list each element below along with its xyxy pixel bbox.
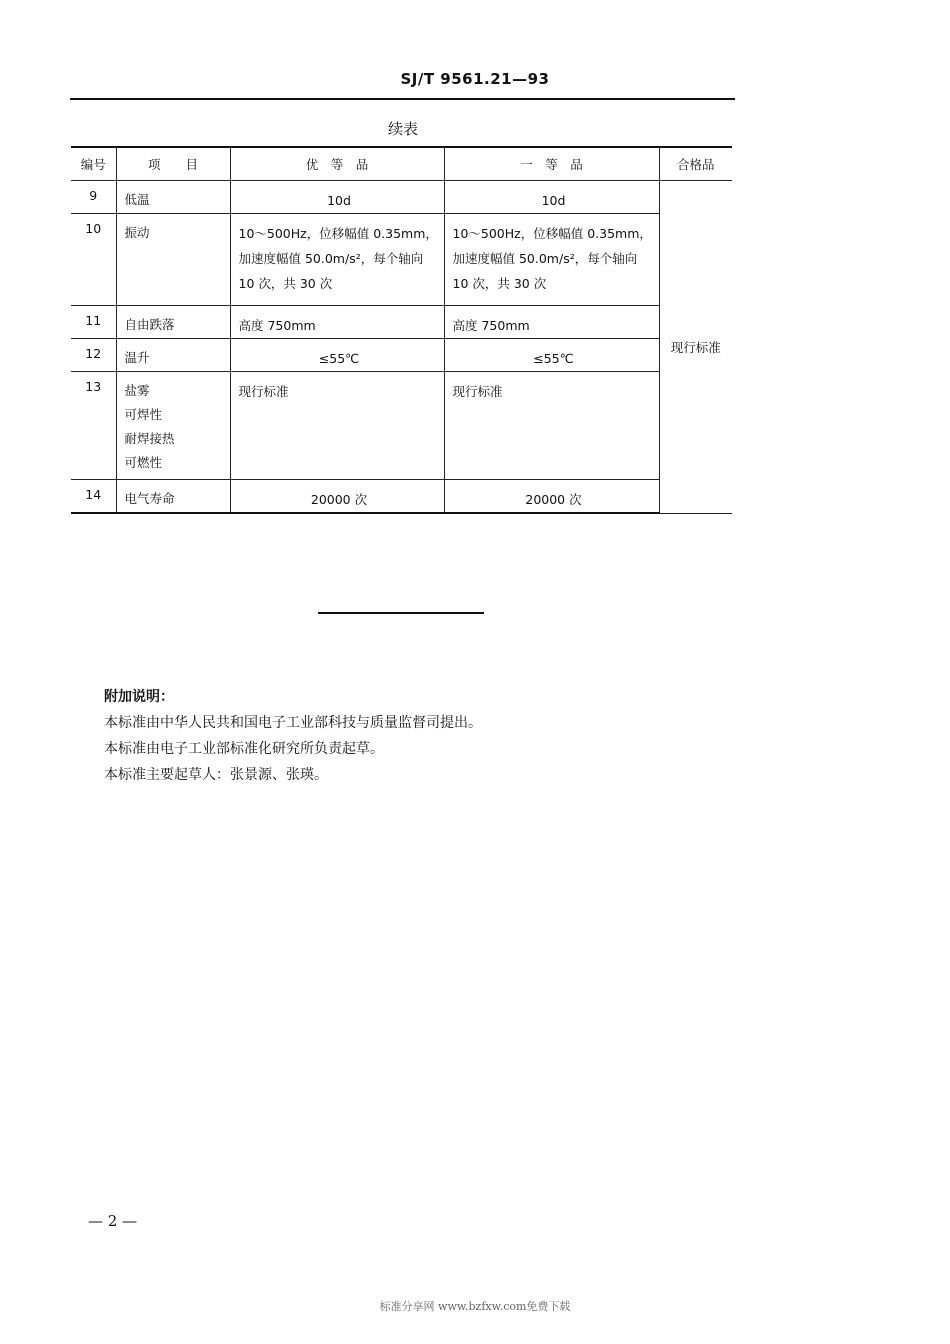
value-line: 高度 750mm — [452, 318, 530, 333]
column-header-qualified: 合格品 — [659, 147, 732, 181]
row-number: 9 — [71, 181, 116, 214]
value-line: ≤55℃ — [533, 351, 574, 366]
spec-table — [71, 146, 732, 514]
row-number: 10 — [71, 214, 116, 306]
additional-notes — [104, 684, 744, 788]
table-row — [71, 372, 732, 480]
note-line: 本标准主要起草人：张景源、张瑛。 — [104, 767, 328, 783]
row-number: 14 — [71, 480, 116, 514]
note-line: 本标准由电子工业部标准化研究所负责起草。 — [104, 741, 384, 757]
page-number: — 2 — — [88, 1212, 138, 1230]
table-row — [71, 214, 732, 306]
row-number: 11 — [71, 306, 116, 339]
item-line: 可燃性 — [124, 455, 163, 470]
premium-value — [230, 480, 444, 514]
first-class-value — [444, 372, 659, 480]
row-item — [116, 214, 230, 306]
item-line: 电气寿命 — [124, 491, 175, 506]
row-item — [116, 372, 230, 480]
item-line: 温升 — [124, 350, 150, 365]
value-line: 10d — [327, 193, 351, 208]
table-row — [71, 306, 732, 339]
row-number: 13 — [71, 372, 116, 480]
premium-value — [230, 181, 444, 214]
premium-value — [230, 339, 444, 372]
value-line: 10d — [541, 193, 566, 208]
item-line: 振动 — [124, 225, 150, 240]
value-line: 现行标准 — [452, 384, 503, 399]
value-line: 现行标准 — [238, 384, 289, 399]
footer-watermark: 标准分享网 www.bzfxw.com免费下载 — [379, 1300, 571, 1313]
notes-title: 附加说明： — [104, 689, 174, 705]
row-item — [116, 480, 230, 514]
table-row — [71, 480, 732, 514]
column-header-first-class: 一 等 品 — [444, 147, 659, 181]
value-line: 20000 次 — [310, 492, 368, 507]
column-header-premium: 优 等 品 — [230, 147, 444, 181]
premium-value — [230, 214, 444, 306]
value-line: 10 次，共 30 次 — [238, 276, 333, 291]
row-item — [116, 339, 230, 372]
row-number: 12 — [71, 339, 116, 372]
first-class-value — [444, 339, 659, 372]
first-class-value — [444, 181, 659, 214]
premium-value — [230, 372, 444, 480]
standard-code-header: SJ/T 9561.21—93 — [400, 70, 550, 88]
first-class-value — [444, 480, 659, 514]
premium-value — [230, 306, 444, 339]
table-caption: 续表 — [387, 120, 418, 138]
value-line: 20000 次 — [525, 492, 582, 507]
note-line: 本标准由中华人民共和国电子工业部科技与质量监督司提出。 — [104, 715, 482, 731]
value-line: 10～500Hz，位移幅值 0.35mm， — [238, 226, 438, 241]
item-line: 盐雾 — [124, 383, 150, 398]
table-header-row — [71, 147, 732, 181]
column-header-item: 项 目 — [116, 147, 230, 181]
item-line: 低温 — [124, 192, 150, 207]
value-line: 加速度幅值 50.0m/s²，每个轴向 — [238, 251, 424, 266]
first-class-value — [444, 306, 659, 339]
item-line: 可焊性 — [124, 407, 163, 422]
header-rule — [70, 98, 735, 100]
row-item — [116, 306, 230, 339]
end-of-standard-rule — [318, 612, 484, 614]
row-item — [116, 181, 230, 214]
item-line: 自由跌落 — [124, 317, 175, 332]
item-line: 耐焊接热 — [124, 431, 175, 446]
first-class-value — [444, 214, 659, 306]
value-line: 10 次，共 30 次 — [452, 276, 547, 291]
column-header-number: 编号 — [71, 147, 116, 181]
value-line: 高度 750mm — [238, 318, 316, 333]
value-line: 10～500Hz，位移幅值 0.35mm， — [452, 226, 652, 241]
qualified-value: 现行标准 — [659, 181, 732, 514]
value-line: 加速度幅值 50.0m/s²，每个轴向 — [452, 251, 638, 266]
table-row — [71, 181, 732, 214]
value-line: ≤55℃ — [318, 351, 360, 366]
table-row — [71, 339, 732, 372]
